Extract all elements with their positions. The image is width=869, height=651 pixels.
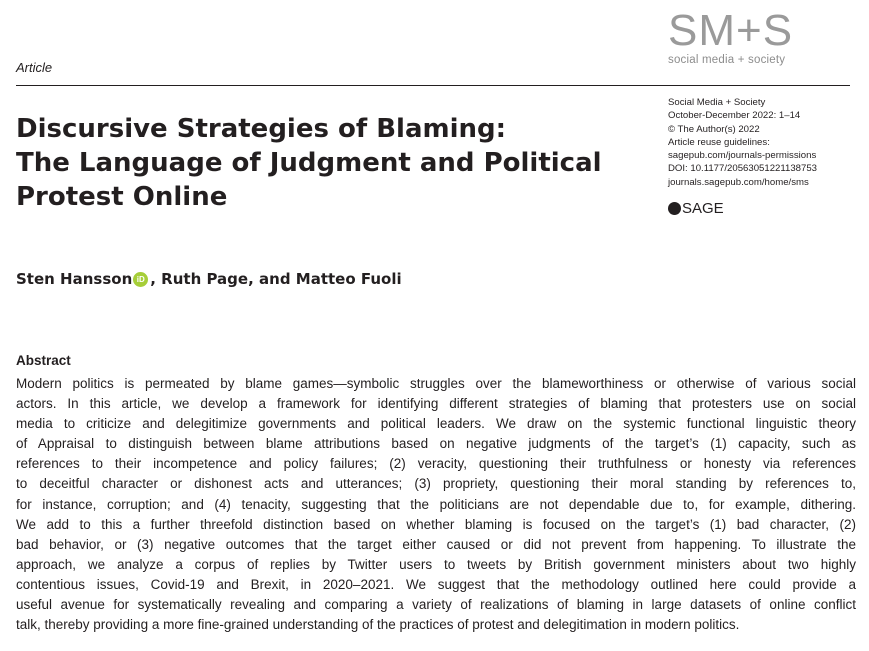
abstract-body <box>16 374 856 635</box>
orcid-icon[interactable]: iD <box>133 272 148 287</box>
article-type-label: Article <box>16 60 53 75</box>
journal-info-block <box>668 96 858 189</box>
doi[interactable]: DOI: 10.1177/20563051221138753 <box>668 163 818 175</box>
article-title-line: Protest Online <box>16 182 228 212</box>
article-title <box>16 112 636 214</box>
abstract-line: We add to this a further threefold distinction based on whether blaming is focused on the target’s (1) bad character, (2) <box>16 516 856 532</box>
journal-homepage-link[interactable]: journals.sagepub.com/home/sms <box>668 176 809 188</box>
abstract-line: of Appraisal to distinguish between blame attributions based on negative judgments of the target’s (1) capacity, such as <box>16 436 856 452</box>
journal-logo-tagline: social media + society <box>668 54 786 66</box>
abstract-heading: Abstract <box>16 353 71 368</box>
author-first[interactable]: Sten Hansson <box>16 270 133 288</box>
permissions-link[interactable]: sagepub.com/journals-permissions <box>668 150 817 162</box>
abstract-line: actors. In this article, we develop a framework for identifying different strategies of blaming that protesters use on social <box>16 396 856 412</box>
reuse-guidelines-label: Article reuse guidelines: <box>668 136 770 148</box>
abstract-line: references to their incompetence and policy failures; (2) veracity, questioning their truthfulness or honesty via references <box>16 456 856 472</box>
abstract-line: for instance, corruption; and (4) tenacity, suggesting that the politicians are not dependable due to, for example, dithering. <box>16 496 856 512</box>
article-title-line: Discursive Strategies of Blaming: <box>16 114 507 144</box>
journal-name: Social Media + Society <box>668 97 766 108</box>
abstract-line: bad behavior, or (3) negative outcomes that the target either caused or did not prevent from happening. To illustrate the <box>16 536 856 552</box>
abstract-line: useful avenue for systematically revealing and comparing a variety of realizations of blaming in large datasets of online conflict <box>16 597 856 613</box>
abstract-line: talk, thereby providing a more fine-grained understanding of the practices of protest and delegitimation in modern politics. <box>16 617 740 633</box>
journal-logo <box>668 8 818 66</box>
abstract-line: contentious issues, Covid-19 and Brexit, in 2020–2021. We suggest that the methodology outlined here could provide a <box>16 576 856 592</box>
copyright: © The Author(s) 2022 <box>668 123 760 135</box>
author-rest: , Ruth Page, and Matteo Fuoli <box>150 270 402 288</box>
abstract-line: media to criticize and delegitimize governments and political leaders. We draw on the systemic functional linguistic theory <box>16 416 856 432</box>
issue-pages: October-December 2022: 1–14 <box>668 110 801 122</box>
author-list <box>16 270 402 288</box>
abstract-line: Modern politics is permeated by blame games—symbolic struggles over the blameworthiness or otherwise of various social <box>16 376 856 391</box>
header-divider <box>16 85 850 86</box>
abstract-line: approach, we analyze a corpus of replies by Twitter users to tweets by British government ministers about two highly <box>16 556 856 572</box>
sage-circle-icon <box>668 202 681 215</box>
publisher-logo <box>668 200 724 217</box>
abstract-line: to deceitful character or dishonest acts and utterances; (3) propriety, questioning their moral standing by references to, <box>16 476 856 492</box>
article-title-line: The Language of Judgment and Political <box>16 148 602 178</box>
publisher-name: SAGE <box>682 200 724 217</box>
journal-logo-mark: SM+S <box>668 6 794 55</box>
